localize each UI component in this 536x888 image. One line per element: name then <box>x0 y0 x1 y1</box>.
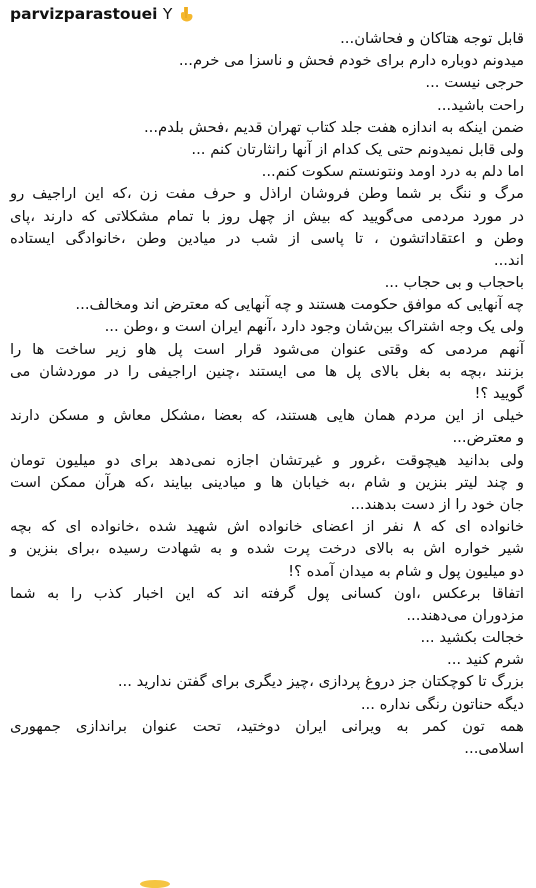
caption-line: اما دلم به درد اومد ونتونستم سکوت کنم... <box>261 163 524 181</box>
caption-line: باحجاب و بی حجاب ... <box>384 274 524 292</box>
caption-line: چه آنهایی که موافق حکومت هستند و چه آنهایی که معترض اند ومخالف... <box>75 296 524 314</box>
caption-line: در مورد مردمی می‌گویید که بیش از چهل روز با تمام مشکلاتی که دارند ،پای <box>10 207 524 225</box>
caption-line: ولی بدانید هیچوقت ،غرور و غیرتشان اجازه نمی‌دهد برای دو میلیون تومان <box>10 451 524 469</box>
caption-line: بزنند ،بچه به بغل بالای پل ها می ایستند ،چنین اراجیفی را در موردشان می <box>10 362 524 380</box>
caption-line: شیر خواره اش به بالای درخت پرت شده و به شهادت رسیده ،برای بنزین و <box>10 540 524 558</box>
caption-line: گویید ؟! <box>474 385 524 402</box>
caption-line: ولی قابل نمیدونم حتی یک کدام از آنها رانثارتان کنم ... <box>191 140 524 158</box>
caption-line: آنهم مردمی که وقتی عنوان می‌شود قرار است پل هاو زیر ساخت ها را <box>10 340 524 358</box>
pointing-down-hand-icon <box>180 5 193 21</box>
caption-line: جان خود را از دست بدهند... <box>350 495 524 513</box>
caption-line: وطن و اعتقاداتشون ، تا پاسی از شب در میادین وطن ،خانوادگی ایستاده <box>10 229 524 247</box>
cropped-emoji-icon <box>140 880 170 888</box>
caption-line: خیلی از این مردم همان هایی هستند، که بعضا ،مشکل معاش و مسکن دارند <box>10 407 524 425</box>
caption-line: دو میلیون پول و شام به میدان آمده ؟! <box>288 562 524 580</box>
caption-line: مزدوران می‌دهند... <box>406 606 524 624</box>
caption-line: ضمن اینکه به اندازه هفت جلد کتاب تهران قدیم ،فحش بلدم... <box>143 118 524 136</box>
caption-line: اند... <box>493 251 524 269</box>
username-suffix: Y <box>162 5 173 23</box>
caption-line: همه تون کمر به ویرانی ایران دوختید، تحت عنوان براندازی جمهوری <box>10 717 524 735</box>
caption-line: دیگه حناتون رنگی نداره ... <box>360 695 524 713</box>
caption-line: خجالت بکشید ... <box>420 629 524 647</box>
caption-line: اتفاقا برعکس ،اون کسانی پول گرفته اند که این اخبار کذب را به شما <box>10 584 524 602</box>
caption-line: قابل توجه هتاکان و فحاشان... <box>340 30 524 47</box>
caption-line: و چند لیتر بنزین و شام ،به خیابان ها و میادینی بیایند ،که هرآن ممکن است <box>10 473 524 491</box>
caption-line: حرجی نیست ... <box>425 74 524 92</box>
caption-line: خانواده ای که ۸ نفر از اعضای خانواده اش شهید شده ،خانواده ای که بچه <box>10 518 524 536</box>
caption-line: اسلامی... <box>464 740 524 757</box>
caption-text <box>10 28 524 760</box>
username-link[interactable]: parvizparastouei <box>10 5 158 23</box>
caption-line: و معترض... <box>452 429 524 447</box>
caption-line: راحت باشید... <box>436 96 524 114</box>
caption-header <box>10 2 524 26</box>
caption-line: ولی یک وجه اشتراک بین‌شان وجود دارد ،آنهم ایران است و ،وطن ... <box>104 318 524 336</box>
pointing-down-hand-icon-svg <box>180 6 193 22</box>
caption-line: شرم کنید ... <box>447 651 524 669</box>
caption-line: مرگ و ننگ بر شما وطن فروشان اراذل و حرف مفت زن ،که این اراجیف رو <box>10 185 524 203</box>
caption-line: میدونم دوباره دارم برای خودم فحش و ناسزا می خرم... <box>178 52 524 70</box>
caption-line: بزرگ تا کوچکتان جز دروغ پردازی ،چیز دیگری برای گفتن ندارید ... <box>117 673 524 691</box>
